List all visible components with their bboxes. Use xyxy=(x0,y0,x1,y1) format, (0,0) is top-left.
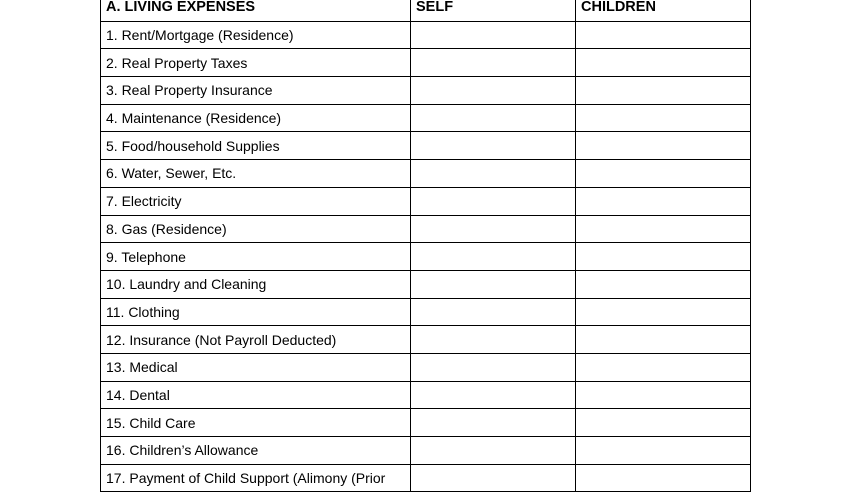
expense-label: 13. Medical xyxy=(101,353,411,381)
table-row xyxy=(101,132,751,160)
expense-label: 7. Electricity xyxy=(101,187,411,215)
table-row xyxy=(101,437,751,465)
table-row xyxy=(101,187,751,215)
expense-label: 1. Rent/Mortgage (Residence) xyxy=(101,21,411,49)
expense-label: 6. Water, Sewer, Etc. xyxy=(101,160,411,188)
self-amount-field[interactable] xyxy=(411,243,576,271)
expense-label: 4. Maintenance (Residence) xyxy=(101,104,411,132)
expense-label: 15. Child Care xyxy=(101,409,411,437)
children-amount-field[interactable] xyxy=(576,298,751,326)
expense-label: 14. Dental xyxy=(101,381,411,409)
table-row xyxy=(101,243,751,271)
self-amount-field[interactable] xyxy=(411,187,576,215)
children-amount-field[interactable] xyxy=(576,21,751,49)
expense-label: 8. Gas (Residence) xyxy=(101,215,411,243)
children-amount-field[interactable] xyxy=(576,270,751,298)
children-amount-field[interactable] xyxy=(576,104,751,132)
self-amount-field[interactable] xyxy=(411,160,576,188)
table-row xyxy=(101,326,751,354)
expense-label: 16. Children’s Allowance xyxy=(101,437,411,465)
children-amount-field[interactable] xyxy=(576,160,751,188)
self-amount-field[interactable] xyxy=(411,298,576,326)
self-amount-field[interactable] xyxy=(411,104,576,132)
living-expenses-table xyxy=(100,0,751,492)
table-row xyxy=(101,215,751,243)
children-amount-field[interactable] xyxy=(576,49,751,77)
self-amount-field[interactable] xyxy=(411,77,576,105)
expense-label: 10. Laundry and Cleaning xyxy=(101,270,411,298)
children-amount-field[interactable] xyxy=(576,326,751,354)
self-amount-field[interactable] xyxy=(411,464,576,492)
self-amount-field[interactable] xyxy=(411,215,576,243)
self-amount-field[interactable] xyxy=(411,326,576,354)
table-row xyxy=(101,77,751,105)
expense-label: 11. Clothing xyxy=(101,298,411,326)
children-amount-field[interactable] xyxy=(576,243,751,271)
self-amount-field[interactable] xyxy=(411,437,576,465)
expense-label: 2. Real Property Taxes xyxy=(101,49,411,77)
children-amount-field[interactable] xyxy=(576,381,751,409)
table-row xyxy=(101,464,751,492)
table-row xyxy=(101,298,751,326)
table-row xyxy=(101,381,751,409)
expense-label: 3. Real Property Insurance xyxy=(101,77,411,105)
self-amount-field[interactable] xyxy=(411,409,576,437)
children-amount-field[interactable] xyxy=(576,353,751,381)
header-children: CHILDREN xyxy=(576,0,751,21)
children-amount-field[interactable] xyxy=(576,464,751,492)
header-living-expenses: A. LIVING EXPENSES xyxy=(101,0,411,21)
children-amount-field[interactable] xyxy=(576,409,751,437)
self-amount-field[interactable] xyxy=(411,21,576,49)
expense-label: 5. Food/household Supplies xyxy=(101,132,411,160)
children-amount-field[interactable] xyxy=(576,215,751,243)
children-amount-field[interactable] xyxy=(576,437,751,465)
header-self: SELF xyxy=(411,0,576,21)
children-amount-field[interactable] xyxy=(576,187,751,215)
expense-rows xyxy=(101,21,751,492)
self-amount-field[interactable] xyxy=(411,132,576,160)
expense-label: 17. Payment of Child Support (Alimony (Prior xyxy=(101,464,411,492)
expense-label: 9. Telephone xyxy=(101,243,411,271)
table-row xyxy=(101,160,751,188)
table-row xyxy=(101,49,751,77)
children-amount-field[interactable] xyxy=(576,132,751,160)
self-amount-field[interactable] xyxy=(411,49,576,77)
table-row xyxy=(101,353,751,381)
table-row xyxy=(101,409,751,437)
self-amount-field[interactable] xyxy=(411,270,576,298)
table-row xyxy=(101,104,751,132)
expense-label: 12. Insurance (Not Payroll Deducted) xyxy=(101,326,411,354)
header-row xyxy=(101,0,751,21)
self-amount-field[interactable] xyxy=(411,353,576,381)
table-row xyxy=(101,270,751,298)
children-amount-field[interactable] xyxy=(576,77,751,105)
table-row xyxy=(101,21,751,49)
self-amount-field[interactable] xyxy=(411,381,576,409)
